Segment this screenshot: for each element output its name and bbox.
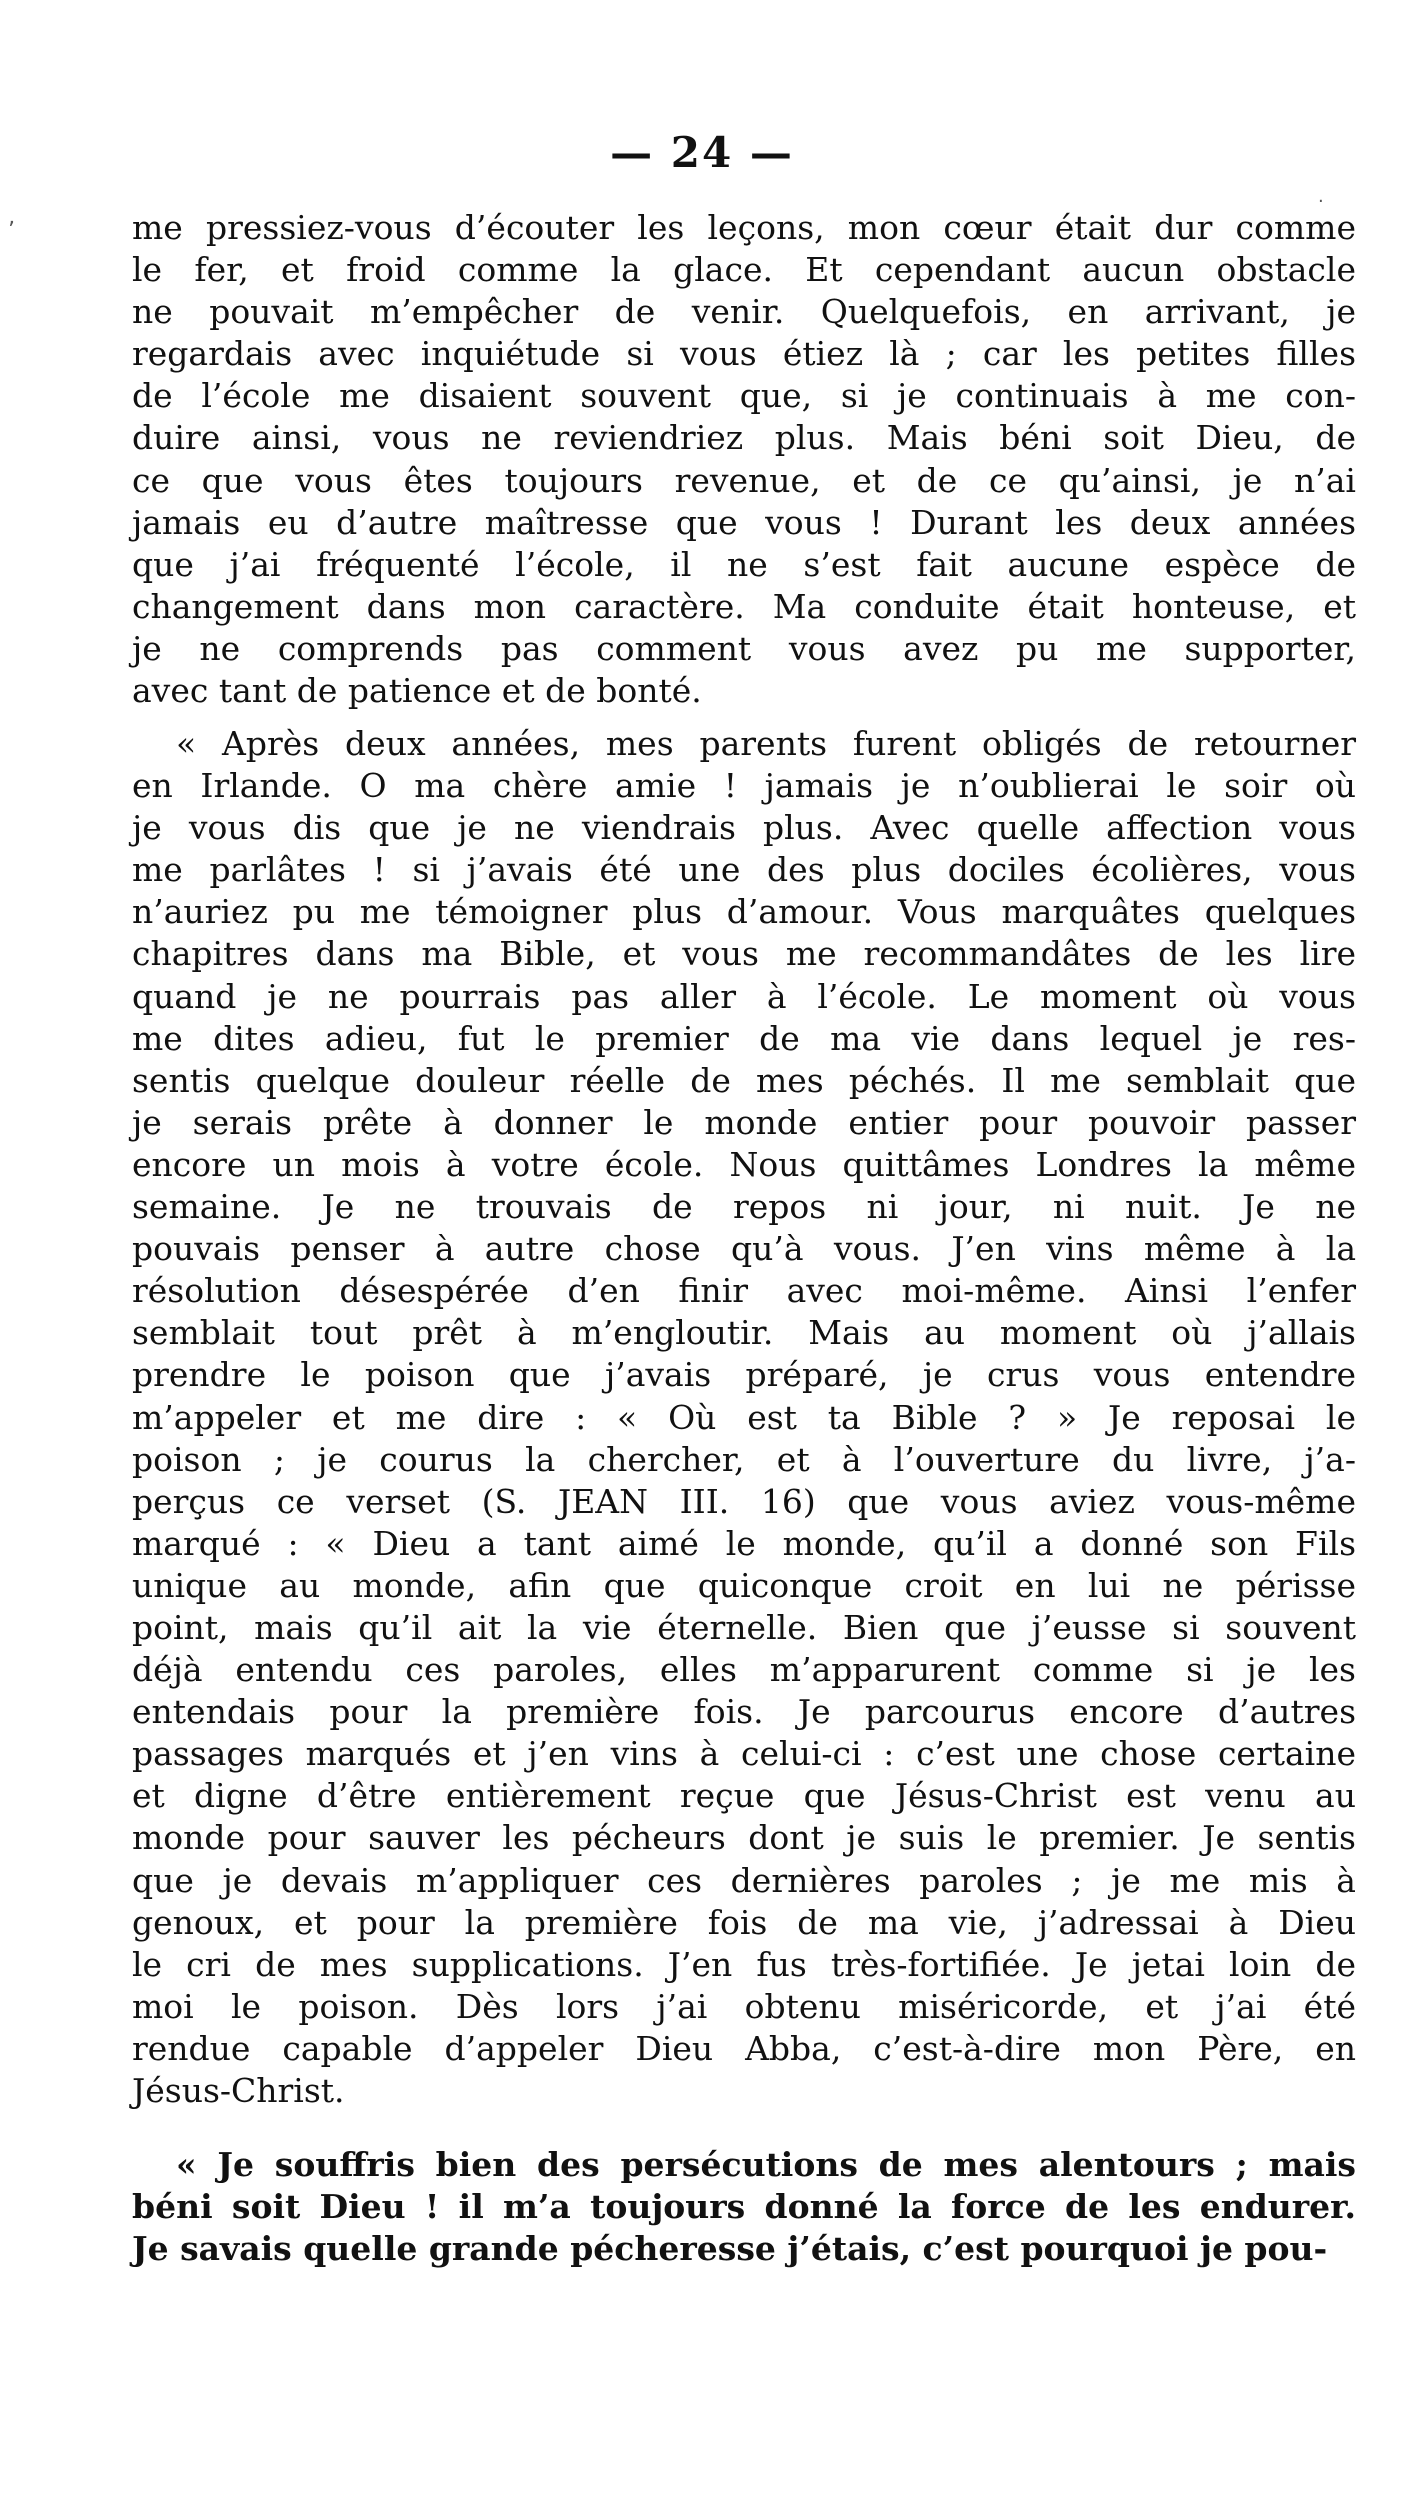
text-line: changement dans mon caractère. Ma conduite était honteuse, et bbox=[132, 586, 1356, 626]
text-line: sentis quelque douleur réelle de mes péchés. Il me semblait que bbox=[132, 1060, 1356, 1100]
text-line: poison ; je courus la chercher, et à l’ouverture du livre, j’a- bbox=[132, 1439, 1356, 1479]
text-line: de l’école me disaient souvent que, si je continuais à me con- bbox=[132, 376, 1356, 416]
paragraph-1 bbox=[132, 207, 1356, 712]
text-line: « Après deux années, mes parents furent obligés de retourner bbox=[176, 724, 1356, 763]
text-line: n’auriez pu me témoigner plus d’amour. Vous marquâtes quelques bbox=[132, 892, 1356, 932]
text-line: monde pour sauver les pécheurs dont je suis le premier. Je sentis bbox=[132, 1818, 1356, 1858]
text-line: le cri de mes supplications. J’en fus très-fortifiée. Je jetai loin de bbox=[132, 1944, 1356, 1984]
text-line: déjà entendu ces paroles, elles m’apparurent comme si je les bbox=[132, 1650, 1356, 1690]
text-line: prendre le poison que j’avais préparé, je crus vous entendre bbox=[132, 1355, 1356, 1395]
text-line: que j’ai fréquenté l’école, il ne s’est fait aucune espèce de bbox=[132, 544, 1356, 584]
paragraph-2 bbox=[132, 723, 1356, 2112]
text-line: me pressiez-vous d’écouter les leçons, mon cœur était dur comme bbox=[132, 208, 1356, 247]
text-line: résolution désespérée d’en finir avec moi-même. Ainsi l’enfer bbox=[132, 1271, 1356, 1311]
text-line: que je devais m’appliquer ces dernières paroles ; je me mis à bbox=[132, 1860, 1356, 1900]
text-line: passages marqués et j’en vins à celui-ci : c’est une chose certaine bbox=[132, 1734, 1356, 1774]
text-line: jamais eu d’autre maîtresse que vous ! Durant les deux années bbox=[132, 502, 1356, 542]
text-line: Jésus-Christ. bbox=[132, 2071, 345, 2110]
text-line: avec tant de patience et de bonté. bbox=[132, 671, 702, 711]
margin-mark: ʼ bbox=[8, 218, 15, 243]
text-line: rendue capable d’appeler Dieu Abba, c’est-à-dire mon Père, en bbox=[132, 2028, 1356, 2068]
text-line: je vous dis que je ne viendrais plus. Avec quelle affection vous bbox=[132, 808, 1356, 848]
text-line: encore un mois à votre école. Nous quittâmes Londres la même bbox=[132, 1144, 1356, 1184]
margin-mark: . bbox=[1318, 186, 1324, 207]
text-line: béni soit Dieu ! il m’a toujours donné la force de les endurer. bbox=[132, 2187, 1356, 2227]
text-line: me parlâtes ! si j’avais été une des plus dociles écolières, vous bbox=[132, 850, 1356, 890]
text-line: m’appeler et me dire : « Où est ta Bible ? » Je reposai le bbox=[132, 1397, 1356, 1437]
text-line: semblait tout prêt à m’engloutir. Mais au moment où j’allais bbox=[132, 1313, 1356, 1353]
text-line: unique au monde, afin que quiconque croit en lui ne périsse bbox=[132, 1565, 1356, 1605]
text-line: perçus ce verset (S. JEAN III. 16) que vous aviez vous-même bbox=[132, 1481, 1356, 1521]
text-line: genoux, et pour la première fois de ma vie, j’adressai à Dieu bbox=[132, 1902, 1356, 1942]
text-line: ne pouvait m’empêcher de venir. Quelquefois, en arrivant, je bbox=[132, 292, 1356, 332]
text-line: pouvais penser à autre chose qu’à vous. J’en vins même à la bbox=[132, 1229, 1356, 1269]
text-line: je serais prête à donner le monde entier pour pouvoir passer bbox=[132, 1102, 1356, 1142]
text-line: regardais avec inquiétude si vous étiez là ; car les petites filles bbox=[132, 334, 1356, 374]
text-line: Je savais quelle grande pécheresse j’étais, c’est pourquoi je pou- bbox=[132, 2229, 1328, 2269]
text-line: point, mais qu’il ait la vie éternelle. Bien que j’eusse si souvent bbox=[132, 1607, 1356, 1647]
text-line: duire ainsi, vous ne reviendriez plus. Mais béni soit Dieu, de bbox=[132, 418, 1356, 458]
text-line: je ne comprends pas comment vous avez pu me supporter, bbox=[132, 628, 1356, 668]
text-line: marqué : « Dieu a tant aimé le monde, qu’il a donné son Fils bbox=[132, 1523, 1356, 1563]
text-line: « Je souffris bien des persécutions de mes alentours ; mais bbox=[176, 2145, 1356, 2184]
text-line: ce que vous êtes toujours revenue, et de ce qu’ainsi, je n’ai bbox=[132, 460, 1356, 500]
page-number: — 24 — bbox=[610, 128, 794, 177]
text-line: le fer, et froid comme la glace. Et cependant aucun obstacle bbox=[132, 250, 1356, 290]
text-line: chapitres dans ma Bible, et vous me recommandâtes de les lire bbox=[132, 934, 1356, 974]
text-line: entendais pour la première fois. Je parcourus encore d’autres bbox=[132, 1692, 1356, 1732]
paragraph-3 bbox=[132, 2144, 1356, 2270]
text-line: semaine. Je ne trouvais de repos ni jour, ni nuit. Je ne bbox=[132, 1187, 1356, 1227]
text-line: me dites adieu, fut le premier de ma vie dans lequel je res- bbox=[132, 1018, 1356, 1058]
text-line: quand je ne pourrais pas aller à l’école. Le moment où vous bbox=[132, 976, 1356, 1016]
text-line: en Irlande. O ma chère amie ! jamais je n’oublierai le soir où bbox=[132, 766, 1356, 806]
text-line: et digne d’être entièrement reçue que Jésus-Christ est venu au bbox=[132, 1776, 1356, 1816]
text-line: moi le poison. Dès lors j’ai obtenu miséricorde, et j’ai été bbox=[132, 1986, 1356, 2026]
